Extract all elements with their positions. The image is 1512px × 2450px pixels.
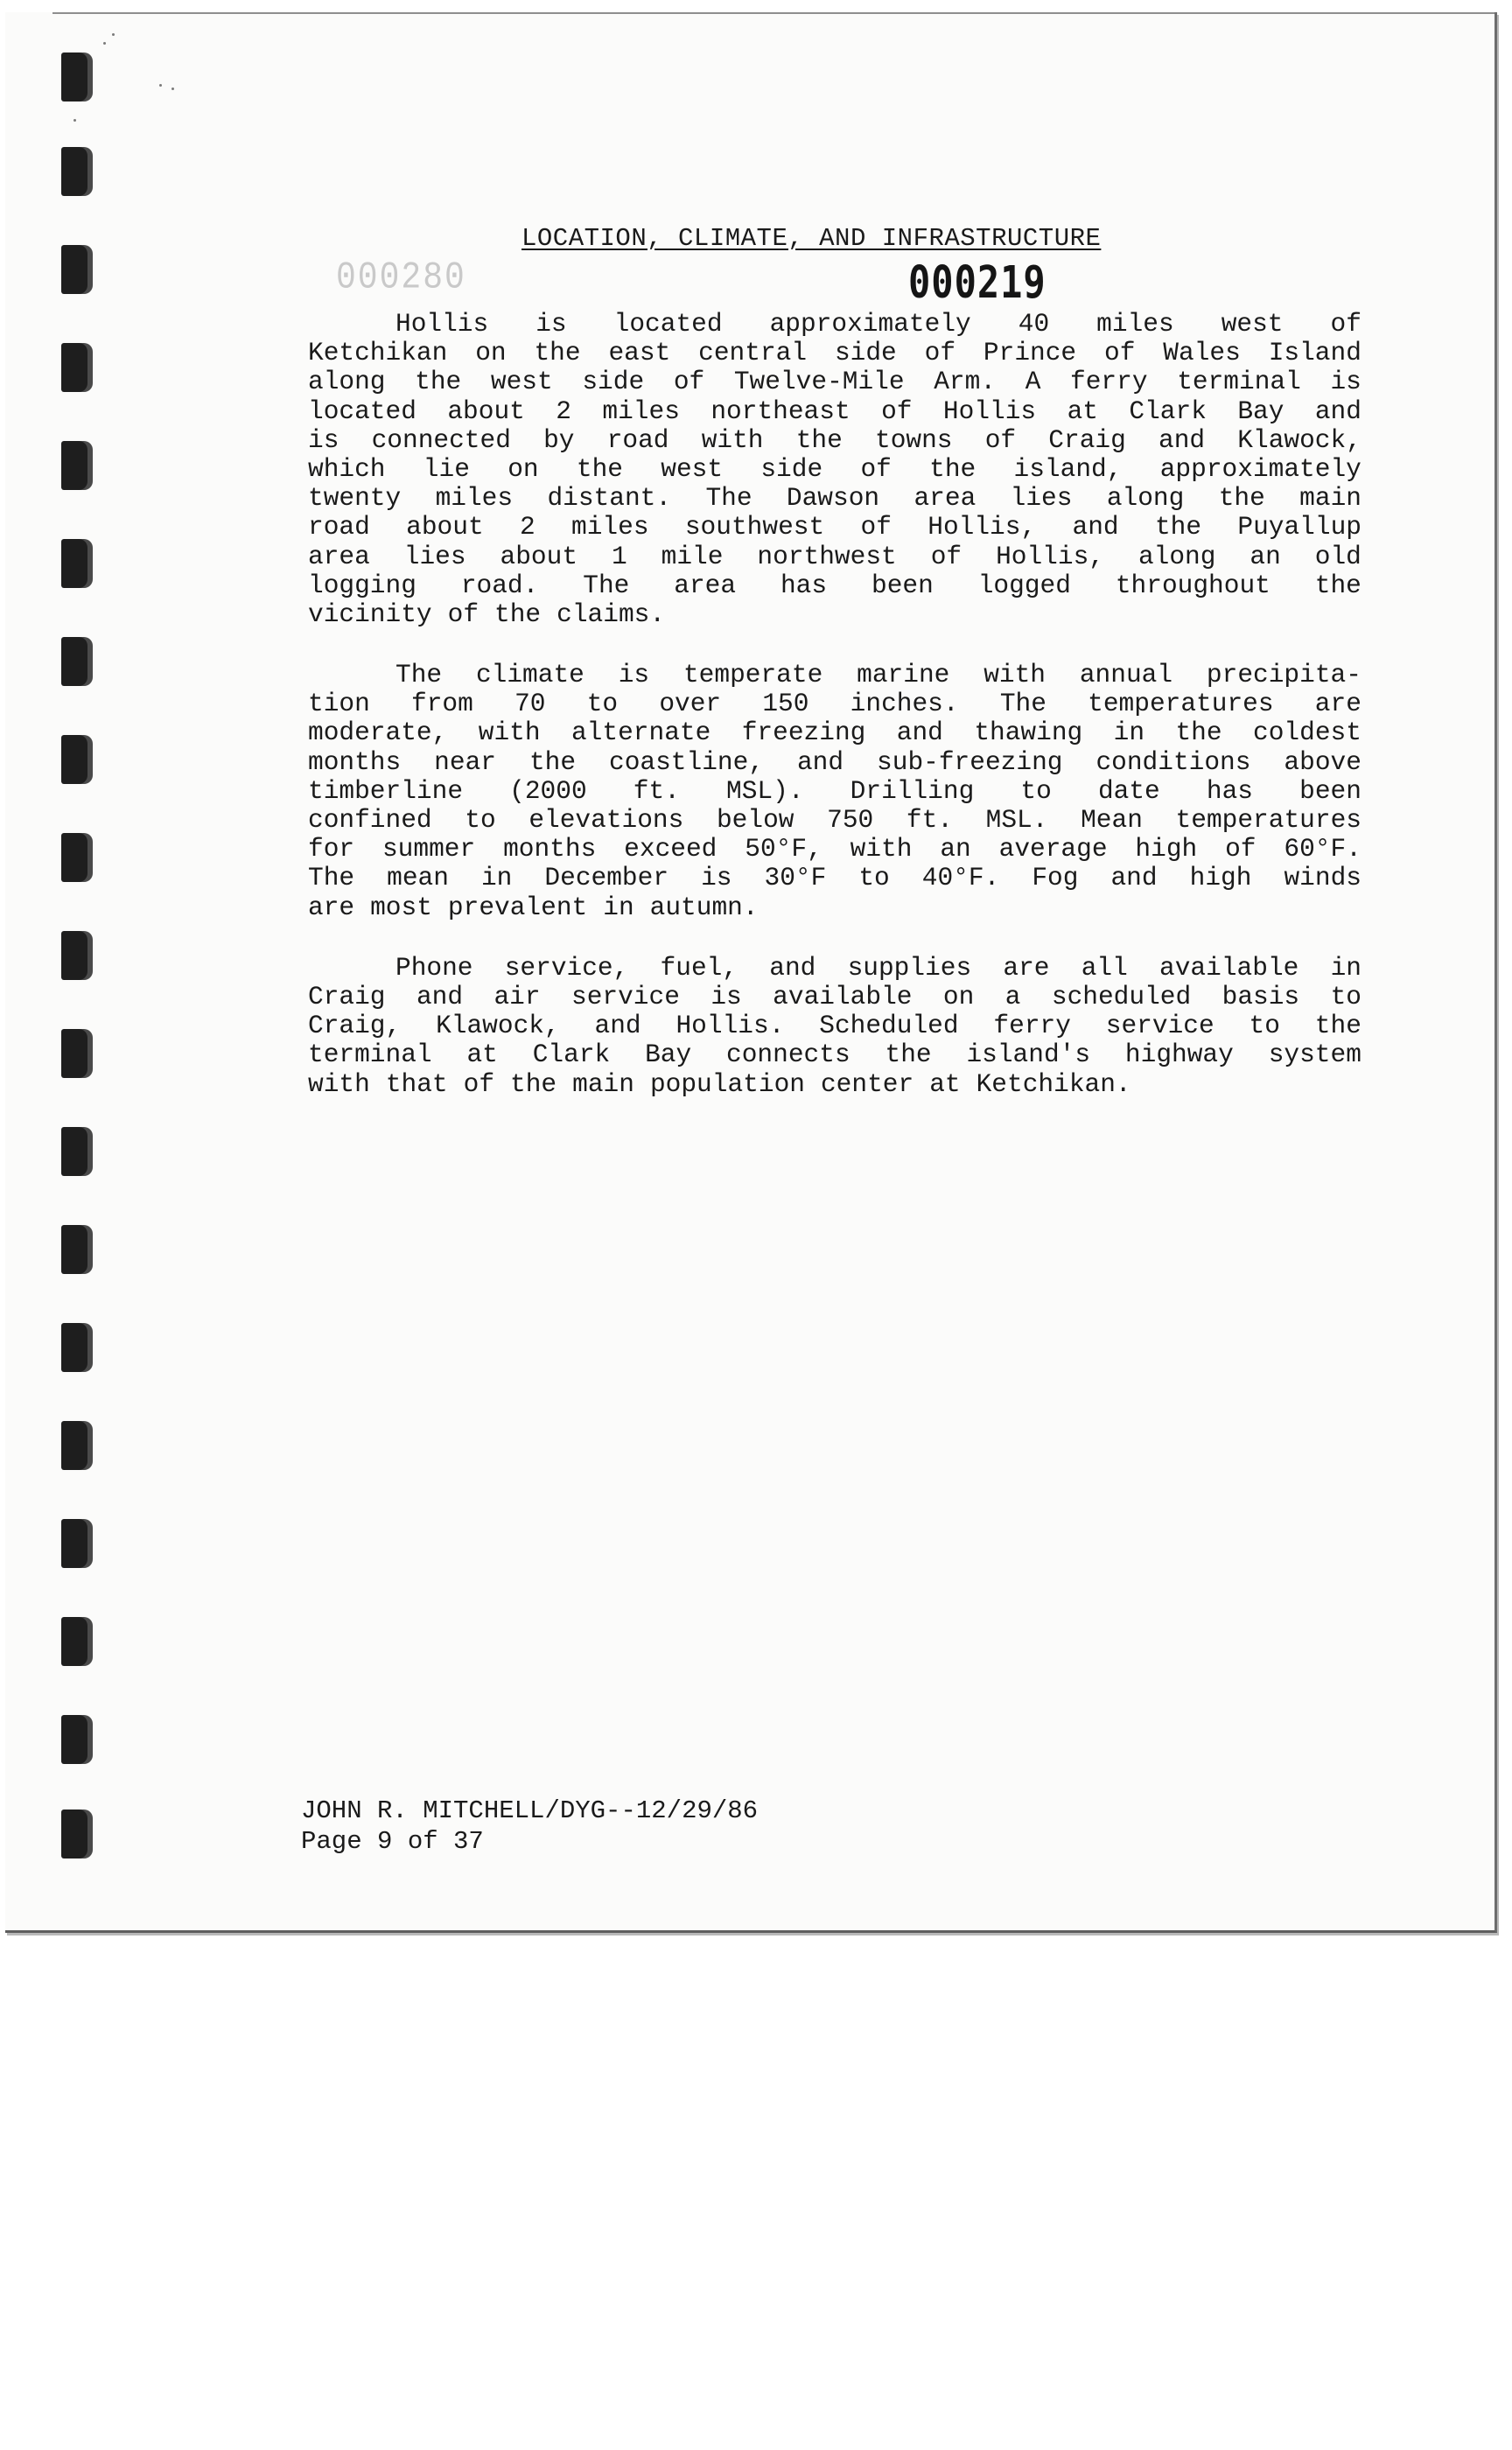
scan-speck (74, 119, 76, 122)
binding-hole (61, 1127, 88, 1176)
text-line: twenty miles distant. The Dawson area lies along the main (308, 483, 1362, 514)
text-line: tion from 70 to over 150 inches. The temperatures are (308, 689, 1362, 719)
text-line: months near the coastline, and sub-freezing conditions above (308, 746, 1362, 777)
scan-speck (159, 84, 162, 87)
spiral-binding (61, 52, 96, 1890)
text-line: timberline (2000 ft. MSL). Drilling to date has been (308, 775, 1362, 806)
page-stamp-number: 000219 (908, 256, 1046, 308)
footer-page-number: Page 9 of 37 (301, 1827, 484, 1856)
binding-hole (61, 931, 88, 980)
binding-hole (61, 441, 88, 490)
binding-hole (61, 1421, 88, 1470)
binding-hole (61, 637, 88, 686)
page-edge-line (52, 12, 1494, 14)
binding-hole (61, 1715, 88, 1764)
text-line: confined to elevations below 750 ft. MSL. Mean temperatures (308, 805, 1362, 835)
binding-hole (61, 1225, 88, 1274)
text-line: located about 2 miles northeast of Hollis at Clark Bay and (308, 396, 1362, 426)
text-line: along the west side of Twelve-Mile Arm. A ferry terminal is (308, 367, 1362, 397)
binding-hole (61, 343, 88, 392)
faded-page-stamp: 000280 (336, 256, 466, 300)
text-line: Craig, Klawock, and Hollis. Scheduled ferry service to the (308, 1011, 1362, 1041)
text-line: Hollis is located approximately 40 miles west of (396, 309, 1362, 339)
binding-hole (61, 1617, 88, 1666)
paragraph (308, 661, 1362, 922)
text-line: logging road. The area has been logged throughout the (308, 570, 1362, 600)
binding-hole (61, 52, 88, 102)
binding-hole (61, 1323, 88, 1372)
binding-hole (61, 147, 88, 196)
binding-hole (61, 1029, 88, 1078)
text-line: The mean in December is 30°F to 40°F. Fog and high winds (308, 863, 1362, 893)
binding-hole (61, 1519, 88, 1568)
text-line: is connected by road with the towns of Craig and Klawock, (308, 424, 1362, 455)
text-line: vicinity of the claims. (308, 598, 666, 629)
text-line: Ketchikan on the east central side of Prince of Wales Island (308, 338, 1362, 368)
text-line: with that of the main population center at Ketchikan. (308, 1068, 1131, 1099)
text-line: moderate, with alternate freezing and thawing in the coldest (308, 718, 1362, 748)
binding-hole (61, 539, 88, 588)
scan-speck (103, 42, 106, 45)
paragraph (308, 310, 1362, 629)
document-footer (301, 1796, 758, 1857)
scan-speck (112, 33, 115, 36)
text-line: area lies about 1 mile northwest of Hollis, along an old (308, 541, 1362, 571)
text-line: The climate is temperate marine with annual precipita- (396, 660, 1362, 690)
scan-speck (172, 88, 174, 90)
paragraph (308, 954, 1362, 1099)
document-body (308, 310, 1362, 1130)
binding-hole (61, 735, 88, 784)
text-line: road about 2 miles southwest of Hollis, and the Puyallup (308, 512, 1362, 542)
section-heading: LOCATION, CLIMATE, AND INFRASTRUCTURE (522, 224, 1102, 253)
text-line: which lie on the west side of the island, approximately (308, 453, 1362, 484)
text-line: are most prevalent in autumn. (308, 892, 759, 922)
text-line: Phone service, fuel, and supplies are all available in (396, 952, 1362, 983)
text-line: Craig and air service is available on a scheduled basis to (308, 981, 1362, 1012)
binding-hole (61, 1810, 88, 1858)
text-line: terminal at Clark Bay connects the island's highway system (308, 1040, 1362, 1070)
binding-hole (61, 245, 88, 294)
binding-hole (61, 833, 88, 882)
text-line: for summer months exceed 50°F, with an average high of 60°F. (308, 834, 1362, 864)
footer-author-line: JOHN R. MITCHELL/DYG--12/29/86 (301, 1796, 759, 1825)
